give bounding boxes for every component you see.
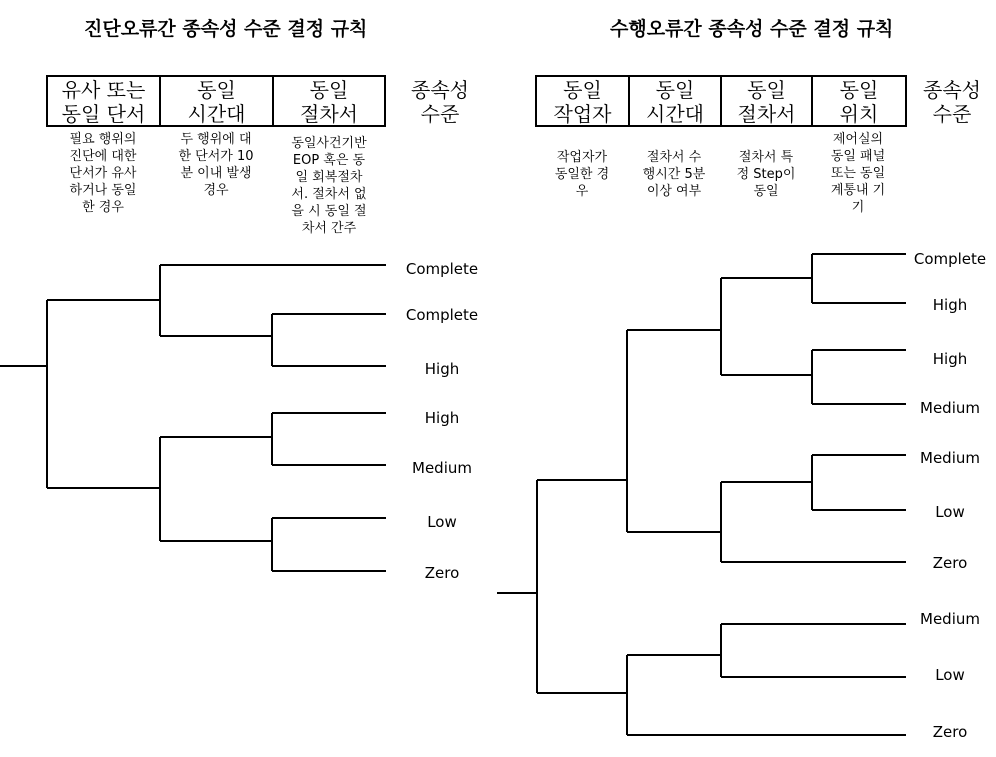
right-desc-same-worker: 작업자가 동일한 경 우 <box>554 150 610 199</box>
right-leaf-medium-2: Medium <box>920 449 980 467</box>
left-leaf-complete-2: Complete <box>405 306 479 324</box>
right-desc-same-time: 절차서 수 행시간 5분 이상 여부 <box>642 150 706 199</box>
right-desc-same-procedure: 절차서 특 정 Step이 동일 <box>736 150 796 199</box>
right-leaf-high-2: High <box>932 350 968 368</box>
left-leaf-high-1: High <box>424 360 460 378</box>
left-leaf-medium: Medium <box>412 459 472 477</box>
right-leaf-medium-1: Medium <box>920 399 980 417</box>
left-desc-similar-cue: 필요 행위의 진단에 대한 단서가 유사 하거나 동일 한 경우 <box>69 132 137 215</box>
right-leaf-medium-3: Medium <box>920 610 980 628</box>
left-header-same-time: 동일 시간대 <box>161 77 274 125</box>
right-header-same-location: 동일 위치 <box>839 78 879 126</box>
left-desc-same-time: 두 행위에 대 한 단서가 10 분 이내 발생 경우 <box>178 132 254 198</box>
right-leaf-zero-1: Zero <box>932 554 968 572</box>
right-leaf-low-1: Low <box>935 503 965 521</box>
left-decision-tree <box>0 265 386 571</box>
right-leaf-high-1: High <box>932 296 968 314</box>
right-desc-same-location: 제어실의 동일 패널 또는 동일 계통내 기 기 <box>830 132 886 215</box>
right-leaf-low-2: Low <box>935 666 965 684</box>
left-header-same-procedure: 동일 절차서 <box>300 78 358 126</box>
right-dependency-level-header: 종속성 수준 <box>923 78 981 126</box>
left-dependency-level-header: 종속성 수준 <box>411 78 469 126</box>
right-header-same-worker: 동일 작업자 <box>537 77 630 125</box>
left-desc-same-procedure: 동일사건기반 EOP 혹은 동 일 회복절차 서. 절차서 없 을 시 동일 절 차서 간주 <box>291 136 367 236</box>
left-diagram-title: 진단오류간 종속성 수준 결정 규칙 <box>84 18 368 40</box>
left-leaf-high-2: High <box>424 409 460 427</box>
right-decision-tree <box>497 254 906 735</box>
right-leaf-zero-2: Zero <box>932 723 968 741</box>
left-header-similar-cue: 유사 또는 동일 단서 <box>48 77 161 125</box>
right-leaf-complete: Complete <box>913 250 987 268</box>
right-header-same-procedure: 동일 절차서 <box>722 77 813 125</box>
left-leaf-low: Low <box>427 513 457 531</box>
right-diagram-title: 수행오류간 종속성 수준 결정 규칙 <box>610 18 894 40</box>
right-header-same-time: 동일 시간대 <box>630 77 722 125</box>
left-leaf-zero: Zero <box>424 564 460 582</box>
left-leaf-complete-1: Complete <box>405 260 479 278</box>
